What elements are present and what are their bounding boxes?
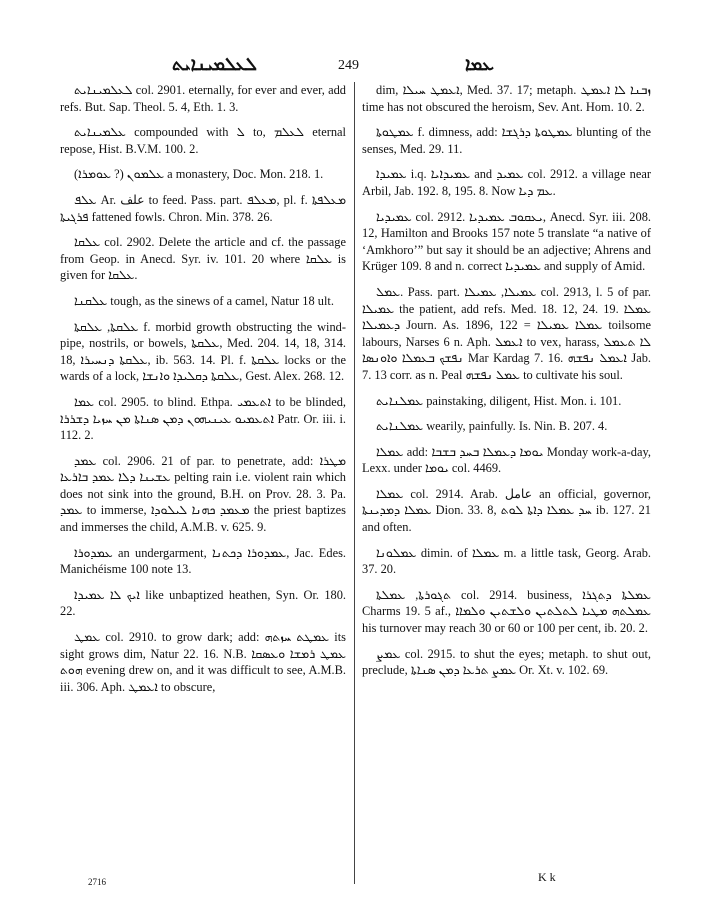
dictionary-entry: ܥܠܦ Ar. علف to feed. Pass. part. ܡܥܠܦ, pl. f. ܡܥܠܦܬܐ ܦܪܓܝܬܐ fattened fowls. Chron. Min. 378. 26. [60, 192, 346, 224]
left-headword: ܠܥܠܡܝܢܐܝܬ [172, 54, 257, 74]
dictionary-entry: ܥܠܩܬܐ, ܥܠܩܬܐ f. morbid growth obstructing the wind-pipe, nostrils, or bowels, ܥܠܩܬܐ, Med. 204. 14, 18, 314. 18, ܥܠܩܬܐ ܕܢܚܝܪܐ, ib. 563. 14. Pl. f. ܥܠܩܬܐ locks or the wards of a lock, ܥܠܩܬܐ ܕܩܠܝܕܐ ܘܐܢܫܐ, Gest. Alex. 268. 12. [60, 319, 346, 384]
dictionary-entry: ܥܠܡܝܢܐܝܬ compounded with ܠ to, ܠܥܠܡ eternal repose, Hist. B.V.M. 100. 2. [60, 125, 346, 156]
dictionary-entry: ܥܠܩܢܐ tough, as the sinews of a camel, Natur 18 ult. [74, 293, 334, 308]
dictionary-entry: ܥܡܠܢܐܝܬ wearily, painfully. Is. Nin. B. 207. 4. [376, 419, 608, 434]
dictionary-entry: ܐܝܟ ܠܐ ܥܡܝܕܐ like unbaptized heathen, Syn. Or. 180. 22. [60, 587, 346, 619]
dictionary-entry: dim, ܐܥܡܛ ܚܝܠܐ, Med. 37. 17; metaph. ܙܒܢܐ ܠܐ ܐܥܡܛ time has not obscured the heroism, Sev. Ant. Hom. 10. 2. [362, 83, 651, 114]
dictionary-entry: ܥܡܝܕܐ i.q. ܥܡܝܕܐܝܐ and ܥܡܝܕ col. 2912. a village near Arbil, Jab. 192. 8, 195. 8. Now ܥܡ ܕܝܐ. [362, 167, 652, 198]
dictionary-entry: ܥܡܛ col. 2910. to grow dark; add: ܥܡܛܬ ܚܙܬܗ its sight grows dim, Natur 22. 16. N.B. ܥܡܛ ܪܡܫܐ ܘܥܣܩܐ ܗܘܬ evening drew on, and it was difficult to see, A.M.B. iii. 306. Aph. ܐܥܡܛ to obscure, [60, 630, 347, 694]
dictionary-entry: ܥܡܠ. Pass. part. ܥܡܝܠܐ, ܥܡܝܠܐ col. 2913, l. 5 of par. ܥܡܝܠܐ the patient, add refs. Med. 18. 12, 24. 19. ܥܡܠܐ ܕܥܡܝܠܐ Journ. As. 1896, 122 = ܥܡܠܐ ܥܡܝܠܐ toilsome labours, Narses 6 n. Aph. ܐܥܡܠ to vex, harass, ܠܐ ܬܥܡܠ ܢܦܫܟ ܒܥܡܠܐ ܘܐܘܢܣܐ Mar Kardag 7. 16. ܐܥܡܠ ܢܦܫܗ Jab. 7. 13 corr. as n. Peal ܥܡܠ ܢܦܫܗ to cultivate his soul. [362, 284, 652, 382]
right-headword: ܥܡܐ [465, 54, 494, 74]
dictionary-entry: ܥܡܨ col. 2915. to shut the eyes; metaph. to shut out, preclude, ܥܡܨ ܬܪܥܐ ܕܡܢ ܣܢܐܬܐ Or. Xt. v. 102. 69. [362, 646, 651, 678]
dictionary-entry: ܥܡܐ col. 2905. to blind. Ethpa. ܐܬܥܡܝ to be blinded, ܐܬܥܡܝܘ ܥܝܢܝܗܘܢ ܕܡܢ ܣܢܐܬܐ ܡܢ ܚܙܝܐ ܕܫܪܪܐ Patr. Or. iii. i. 112. 2. [60, 394, 347, 443]
dictionary-entry: ܥܡܠܐ add: ܝܘܡܐ ܕܥܡܠܐ ܒܚܕ ܒܫܒܐ Monday work-a-day, Lexx. under ܝܘܡܐ col. 4469. [362, 444, 651, 476]
gathering-signature: K k [538, 870, 556, 884]
dictionary-entry: ܥܡܕ col. 2906. 21 of par. to penetrate, add: ܡܛܪܐ ܥܫܝܢܐ ܕܠܐ ܥܡܕ ܒܐܪܥܐ pelting rain i.e. violent rain which does not sink into the ground, B.H. on Prov. 28. 3. Pa. ܥܡܕ to immerse, ܡܥܡܕ ܟܗܢܐ ܠܝܠܘܕܐ the priest baptizes and immerses the child, A.M.B. v. 625. 9. [60, 453, 346, 535]
dictionary-entry: ܥܠܡܘܢ (? ܥܘܡܪܐ) a monastery, Doc. Mon. 218. 1. [74, 167, 324, 182]
dictionary-entry: ܥܠܩܐ col. 2902. Delete the article and cf. the passage from Geop. in Anecd. Syr. iv. 101. 20 where ܥܠܩܐ is given for ܥܠܩܐ. [60, 235, 346, 283]
left-column [60, 82, 346, 704]
dictionary-entry: ܥܡܠܢܐܝܬ painstaking, diligent, Hist. Mon. i. 101. [376, 393, 622, 408]
right-column [362, 82, 651, 688]
dictionary-entry: ܥܡܠܘܢܐ dimin. of ܥܡܠܐ m. a little task, Georg. Arab. 37. 20. [362, 545, 651, 577]
dictionary-entry: ܥܡܛܘܬܐ f. dimness, add: ܥܡܛܘܬܐ ܕܪܓܫܐ blunting of the senses, Med. 29. 11. [362, 125, 651, 156]
page-header [0, 54, 714, 84]
page-number: 249 [338, 58, 359, 73]
printer-signature: 2716 [88, 877, 106, 887]
dictionary-entry: ܥܡܕܘܪܐ an undergarment, ܥܡܕܘܪܐ ܕܟܬܢܐ, Jac. Edes. Manichéisme 100 note 13. [60, 545, 346, 577]
dictionary-entry: ܠܥܠܡܝܢܐܝܬ col. 2901. eternally, for ever and ever, add refs. But. Sap. Theol. 5. 4, Eth. 1. 3. [60, 83, 346, 114]
dictionary-entry: ܥܡܠܐ col. 2914. Arab. عامل an official, governor, ܥܡܠܐ ܕܡܕܝܢܬܐ Dion. 33. 8, ܚܕ ܥܡܠܐ ܕܐܬܐ ܠܘܬ ib. 127. 21 and often. [362, 486, 652, 535]
column-divider [354, 82, 355, 884]
dictionary-entry: ܥܡܝܕܝܐ col. 2912. ܝܥܩܘܒ ܥܡܝܕܝܐ, Anecd. Syr. iii. 208. 12, Hamilton and Brooks 157 note 5 translate “a native of ‘Amkhoro’” but say it should be an adjective; Ahrens and Krüger 109. 8 and n. correct ܥܡܝܕܝܐ and supply of Amid. [362, 209, 651, 274]
dictionary-entry: ܬܓܘܪܬܐ, ܥܡܠܬܐ col. 2914. business, ܥܡܠܬܐ ܕܬܓܪܐ Charms 19. 5 af., ܥܡܠܬܗ ܡܛܝܐ ܠܬܠܬܝܢ ܘܠܫܬܝܢ ܘܠܡܐܐ his turnover may reach 30 or 60 or 100 per cent, ib. 20. 2. [362, 587, 651, 636]
